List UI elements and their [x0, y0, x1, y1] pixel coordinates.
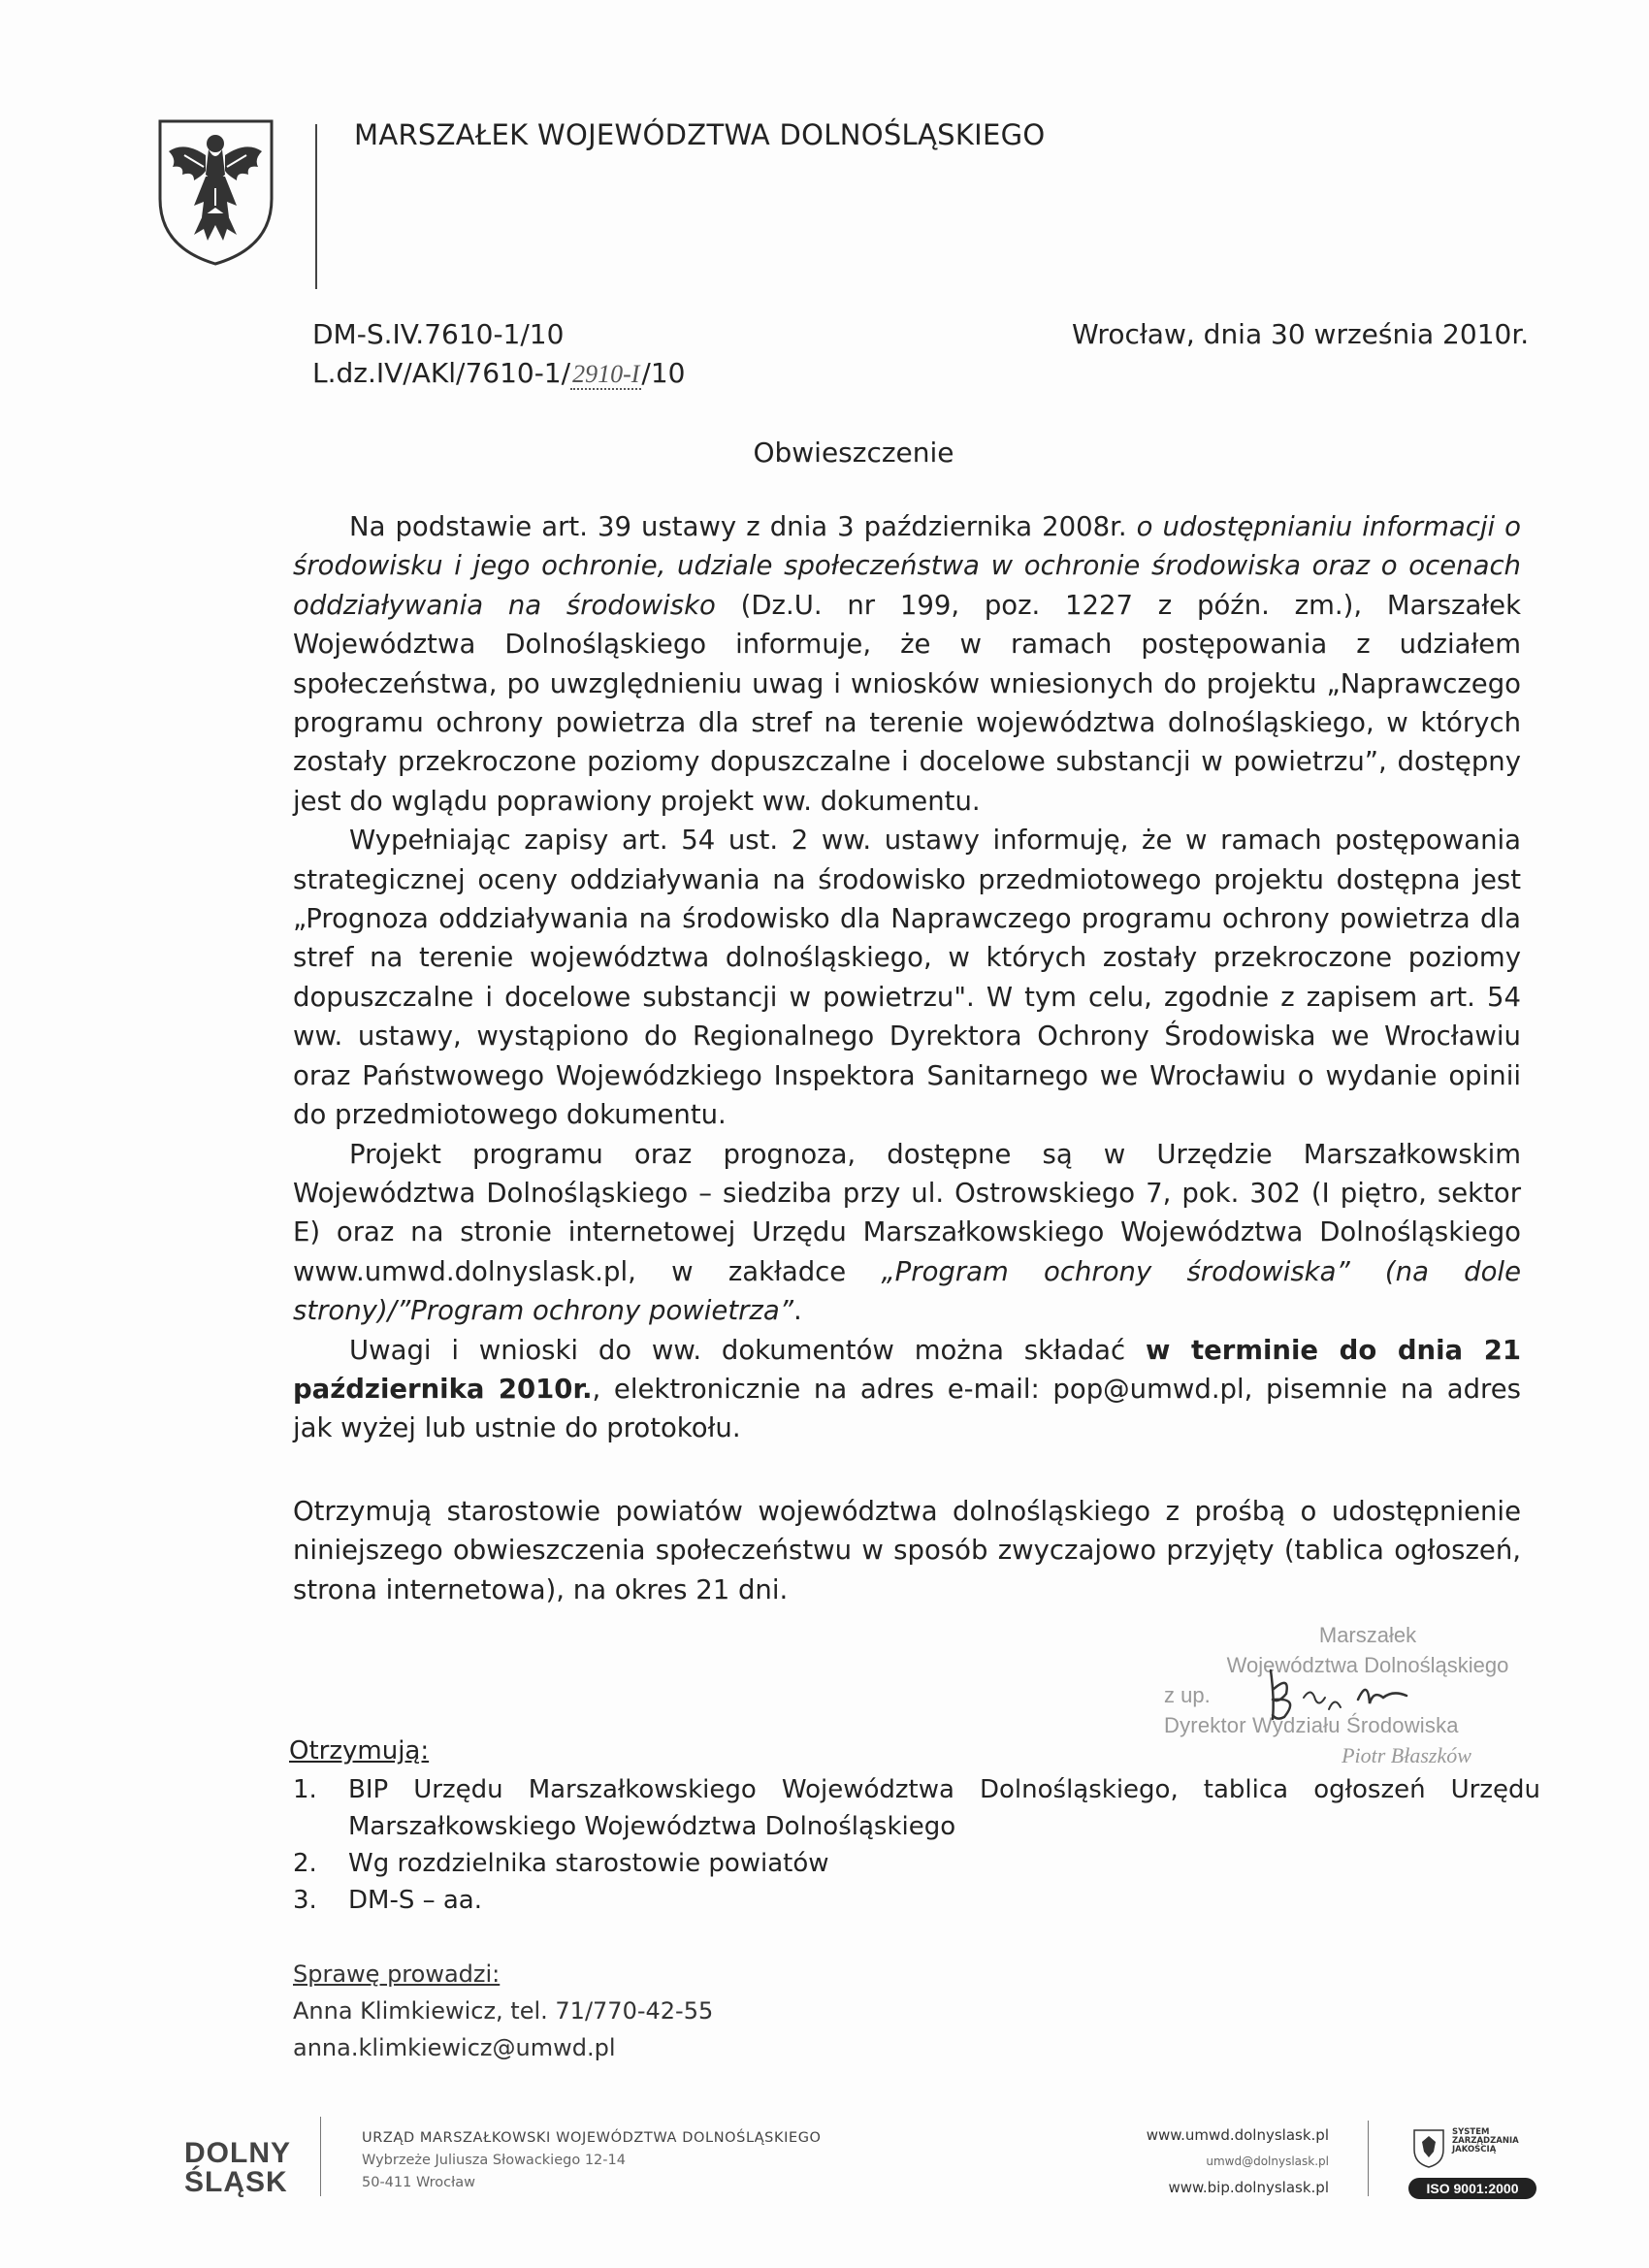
list-text: Wg rozdzielnika starostowie powiatów [348, 1849, 829, 1878]
list-text: BIP Urzędu Marszałkowskiego Województwa Dolnośląskiego, tablica ogłoszeń Urzędu Marszałkowskiego Województwa Dolnośląskiego [348, 1775, 1540, 1841]
footer-links [1048, 2122, 1329, 2201]
issuer-title: MARSZAŁEK WOJEWÓDZTWA DOLNOŚLĄSKIEGO [354, 118, 1046, 151]
p1-text-cont: (Dz.U. nr 199, poz. 1227 z późn. zm.), Marszałek Województwa Dolnośląskiego informuje, że w ramach postępowania z udziałem społeczeństwa, po uwzględnieniu uwag i wniosków wniesionych do projektu „Naprawczego programu ochrony powietrza dla stref na terenie województwa dolnośląskiego, w których zostały przekroczone poziomy dopuszczalne i docelowe substancji w powietrzu”, dostępny jest do wglądu poprawiony projekt ww. dokumentu. [293, 589, 1521, 817]
journal-number [312, 357, 685, 389]
act-title: o udostępnianiu informacji o środowisku i jego ochronie, udziale społeczeństwa w ochronie środowiska oraz o ocenach oddziaływania na środowisko [293, 511, 1521, 621]
list-number: 2. [293, 1849, 317, 1878]
contact-person: Anna Klimkiewicz, tel. 71/770-42-55 [293, 1997, 714, 2025]
brand-line-1: DOLNY [184, 2137, 291, 2169]
notice-body [293, 507, 1521, 1448]
coat-of-arms-logo [155, 116, 276, 267]
closing-paragraph [293, 1492, 1521, 1609]
signature-line-1: Marszałek [1318, 1623, 1417, 1647]
recipients-heading: Otrzymują: [289, 1736, 430, 1766]
paragraph-deadline [293, 1331, 1521, 1448]
case-reference-number: DM-S.IV.7610-1/10 [312, 318, 565, 350]
p3-text: Projekt programu oraz prognoza, dostępne są w Urzędzie Marszałkowskim Województwa Dolnośląskiego – siedziba przy ul. Ostrowskiego 7, pok. 302 (I piętro, sektor E) oraz na stronie internetowej Urzędu Marszałkowskiego Województwa Dolnośląskiego www.umwd.dolnyslask.pl, w zakładce [293, 1138, 1521, 1287]
list-item [293, 1771, 1540, 1845]
iso-line-3: JAKOŚCIĄ [1452, 2145, 1497, 2155]
recipients-list [293, 1771, 1540, 1919]
journal-number-suffix: /10 [641, 357, 686, 389]
signature-line-3: z up. [1164, 1683, 1211, 1707]
website-tab-name: „Program ochrony środowiska” (na dole strony)/”Program ochrony powietrza” [293, 1255, 1521, 1327]
contact-email: anna.klimkiewicz@umwd.pl [293, 2034, 616, 2061]
iso-line-2: ZARZĄDZANIA [1452, 2136, 1519, 2146]
iso-line-1: SYSTEM [1452, 2127, 1490, 2137]
p1-text: Na podstawie art. 39 ustawy z dnia 3 października 2008r. [349, 511, 1137, 542]
footer-divider [320, 2117, 321, 2196]
signature-role: Dyrektor Wydziału Środowiska [1164, 1713, 1459, 1737]
iso-certification-badge: ISO 9001:2000 [1408, 2178, 1536, 2199]
iso-crest-icon [1412, 2128, 1445, 2169]
p2-text: Wypełniając zapisy art. 54 ust. 2 ww. ustawy informuję, że w ramach postępowania strategicznej oceny oddziaływania na środowisko przedmiotowego projektu dostępna jest „Prognoza oddziaływania na środowisko dla Naprawczego programu ochrony powietrza dla stref na terenie województwa dolnośląskiego, w których zostały przekroczone poziomy dopuszczalne i docelowe substancji w powietrzu". W tym celu, zgodnie z zapisem art. 54 ww. ustawy, wystąpiono do Regionalnego Dyrektora Ochrony Środowiska we Wrocławiu oraz Państwowego Wojewódzkiego Inspektora Sanitarnego we Wrocławiu o wydanie opinii do przedmiotowego dokumentu. [293, 825, 1521, 1131]
deadline: w terminie do dnia 21 października 2010r. [293, 1334, 1521, 1405]
document-title: Obwieszczenie [753, 437, 954, 469]
office-name: URZĄD MARSZAŁKOWSKI WOJEWÓDZTWA DOLNOŚLĄSKIEGO [362, 2130, 822, 2146]
journal-number-prefix: L.dz.IV/AKl/7610-1/ [312, 357, 571, 389]
handwritten-signature [1261, 1661, 1426, 1729]
paragraph-legal-basis [293, 507, 1521, 821]
footer-divider [1368, 2121, 1369, 2196]
dolny-slask-brand-logo [184, 2139, 291, 2197]
email-link[interactable]: umwd@dolnyslask.pl [1206, 2155, 1329, 2168]
place-and-date: Wrocław, dnia 30 września 2010r. [1072, 318, 1530, 350]
brand-line-2: ŚLĄSK [184, 2166, 288, 2198]
bip-link[interactable]: www.bip.dolnyslask.pl [1168, 2179, 1329, 2196]
office-address [362, 2127, 822, 2194]
list-item [293, 1845, 1540, 1882]
signature-line-2: Województwa Dolnośląskiego [1226, 1653, 1509, 1677]
paragraph-forecast [293, 821, 1521, 1134]
list-item [293, 1882, 1540, 1919]
office-city: 50-411 Wrocław [362, 2175, 476, 2190]
header-divider [315, 124, 317, 289]
list-number: 3. [293, 1886, 317, 1915]
office-street: Wybrzeże Juliusza Słowackiego 12-14 [362, 2153, 626, 2168]
list-text: DM-S – aa. [348, 1886, 482, 1915]
paragraph-availability [293, 1135, 1521, 1331]
website-link[interactable]: www.umwd.dolnyslask.pl [1146, 2126, 1329, 2144]
quality-system-label [1452, 2128, 1519, 2155]
journal-number-handwritten: 2910-I [572, 360, 640, 388]
contact-block [293, 1956, 713, 2066]
p4-text: Uwagi i wnioski do ww. dokumentów można składać [349, 1334, 1146, 1366]
signatory-name: Piotr Błaszków [1342, 1743, 1471, 1767]
p4-text-cont: , elektronicznie na adres e-mail: pop@umwd.pl, pisemnie na adres jak wyżej lub ustnie do protokołu. [293, 1373, 1521, 1444]
p3-text-end: . [792, 1295, 802, 1327]
closing-text: Otrzymują starostowie powiatów województwa dolnośląskiego z prośbą o udostępnienie niniejszego obwieszczenia społeczeństwu w sposób zwyczajowo przyjęty (tablica ogłoszeń, strona internetowa), na okres 21 dni. [293, 1496, 1521, 1605]
contact-heading: Sprawę prowadzi: [293, 1960, 501, 1988]
list-number: 1. [293, 1775, 317, 1804]
